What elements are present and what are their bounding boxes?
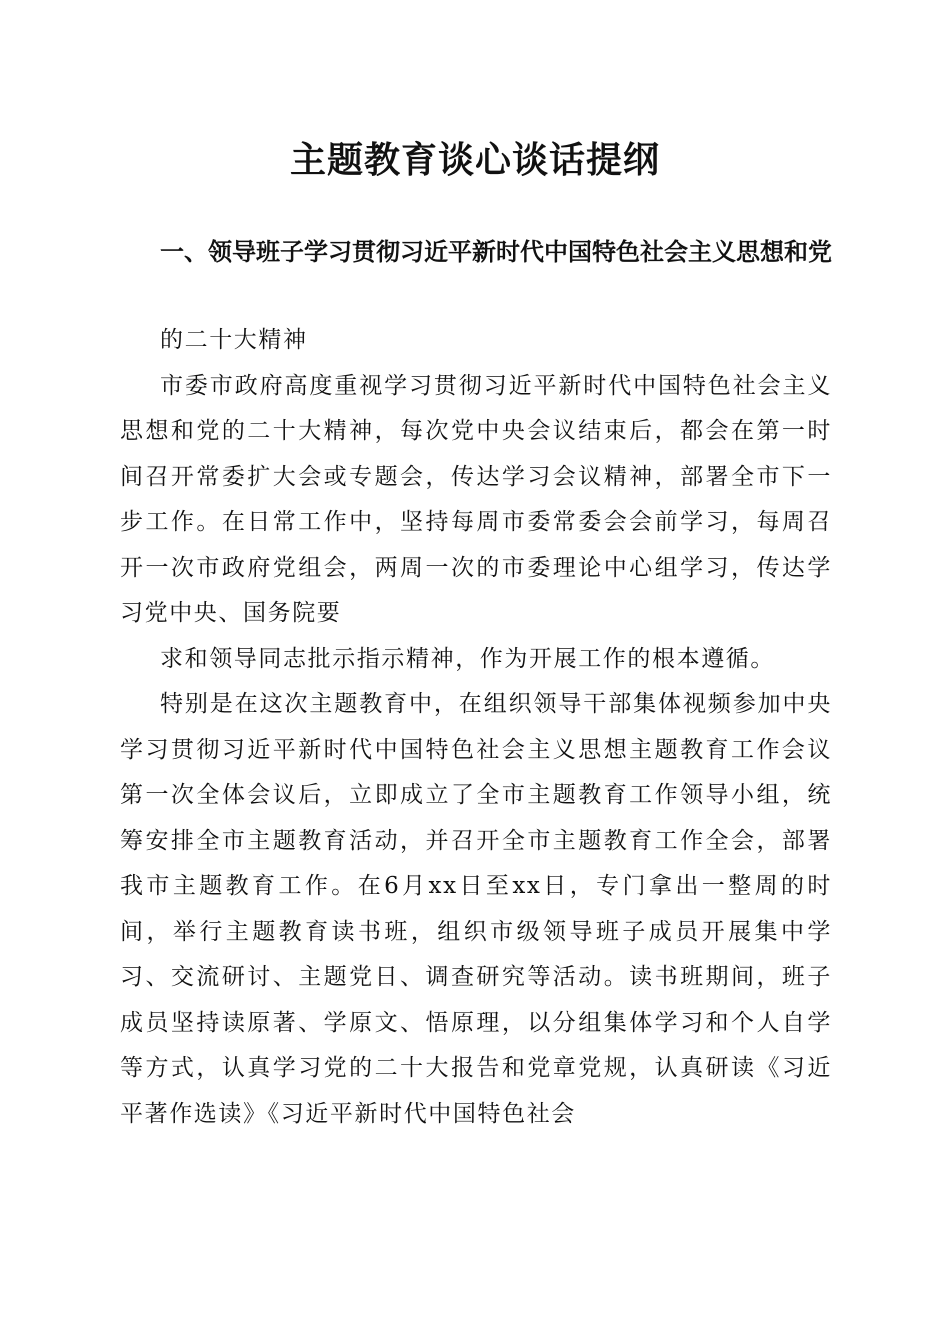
document-body — [120, 318, 832, 1137]
paragraph: 特别是在这次主题教育中，在组织领导干部集体视频参加中央学习贯彻习近平新时代中国特色社会主义思想主题教育工作会议第一次全体会议后，立即成立了全市主题教育工作领导小组，统筹安排全市主题教育活动，并召开全市主题教育工作全会，部署我市主题教育工作。在6月xx日至xx日，专门拿出一整周的时间，举行主题教育读书班，组织市级领导班子成员开展集中学习、交流研讨、主题党日、调查研究等活动。读书班期间，班子成员坚持读原著、学原文、悟原理，以分组集体学习和个人自学等方式，认真学习党的二十大报告和党章党规，认真研读《习近平著作选读》《习近平新时代中国特色社会 — [120, 691, 832, 1127]
paragraph: 的二十大精神 — [160, 327, 308, 353]
paragraph: 求和领导同志批示指示精神，作为开展工作的根本遵循。 — [160, 645, 775, 672]
section-heading — [120, 230, 832, 274]
paragraph: 市委市政府高度重视学习贯彻习近平新时代中国特色社会主义思想和党的二十大精神，每次党中央会议结束后，都会在第一时间召开常委扩大会或专题会，传达学习会议精神，部署全市下一步工作。在日常工作中，坚持每周市委常委会会前学习，每周召开一次市政府党组会，两周一次的市委理论中心组学习，传达学习党中央、国务院要 — [120, 372, 832, 626]
document-title: 主题教育谈心谈话提纲 — [289, 139, 660, 181]
section-heading-text: 一、领导班子学习贯彻习近平新时代中国特色社会主义思想和党 — [160, 238, 832, 266]
